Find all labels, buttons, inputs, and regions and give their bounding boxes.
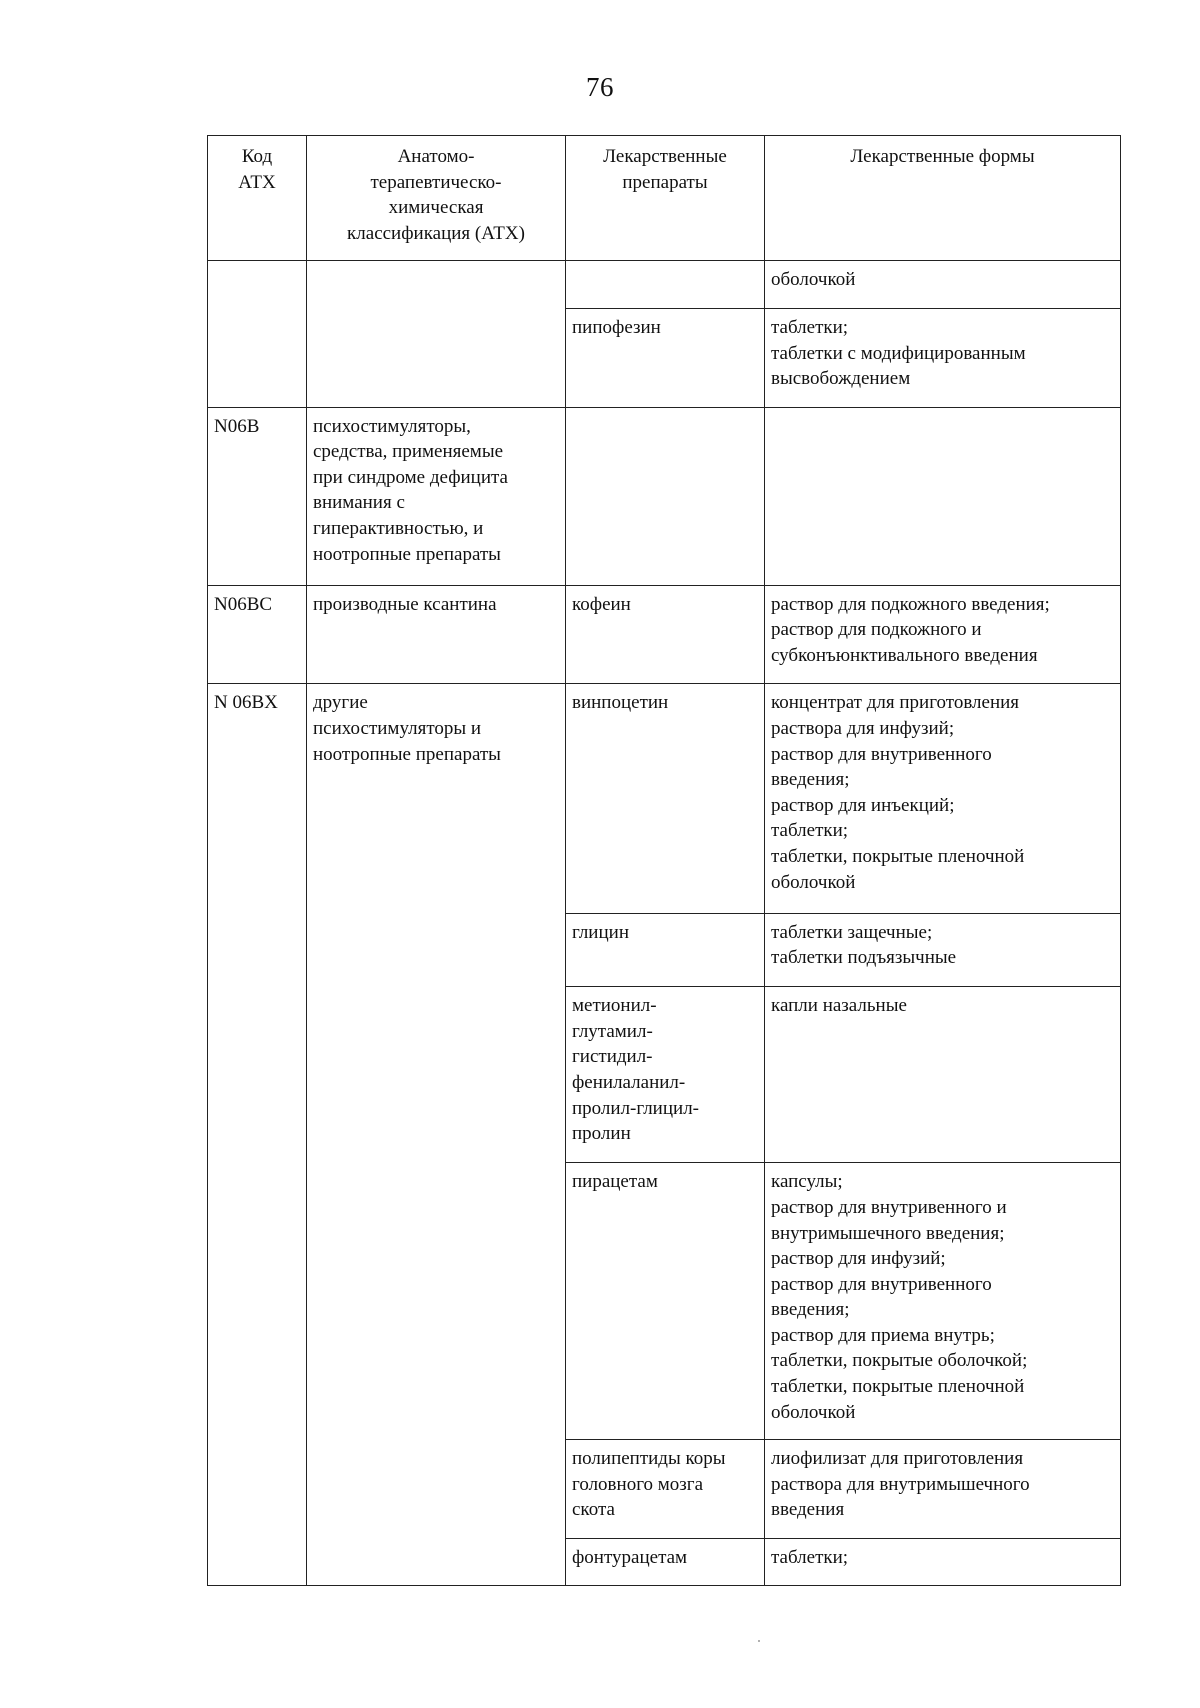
page-number: 76 <box>586 72 614 102</box>
drug-cell: пипофезин <box>566 309 765 408</box>
atc-cell: производные ксантина <box>307 585 566 684</box>
atc-cell <box>307 1440 566 1539</box>
table-row <box>208 260 1121 308</box>
table-row <box>208 987 1121 1163</box>
table-row <box>208 1163 1121 1440</box>
atc-cell <box>307 913 566 986</box>
atc-cell <box>307 1538 566 1585</box>
drug-cell: винпоцетин <box>566 684 765 913</box>
atc-cell: психостимуляторы, средства, применяемые при синдроме дефицита внимания с гиперактивностью, и ноотропные препараты <box>307 407 566 585</box>
atc-cell: другие психостимуляторы и ноотропные препараты <box>307 684 566 913</box>
table-row <box>208 1538 1121 1585</box>
table-row <box>208 309 1121 408</box>
drug-cell <box>566 260 765 308</box>
code-cell: N06B <box>208 407 307 585</box>
forms-cell: капли назальные <box>765 987 1121 1163</box>
drug-cell: пирацетам <box>566 1163 765 1440</box>
table-row <box>208 684 1121 913</box>
atc-cell <box>307 987 566 1163</box>
forms-cell: таблетки защечные; таблетки подъязычные <box>765 913 1121 986</box>
drug-cell: фонтурацетам <box>566 1538 765 1585</box>
drug-cell <box>566 407 765 585</box>
code-cell <box>208 1440 307 1539</box>
table-row <box>208 407 1121 585</box>
forms-cell: лиофилизат для приготовления раствора для внутримышечного введения <box>765 1440 1121 1539</box>
code-cell <box>208 1163 307 1440</box>
forms-cell: капсулы; раствор для внутривенного и внутримышечного введения; раствор для инфузий; раствор для внутривенного введения; раствор для приема внутрь; таблетки, покрытые оболочкой; таблетки, покрытые пленочной оболочкой <box>765 1163 1121 1440</box>
scan-speck <box>758 1640 760 1642</box>
drug-cell: глицин <box>566 913 765 986</box>
forms-cell: концентрат для приготовления раствора для инфузий; раствор для внутривенного введения; раствор для инъекций; таблетки; таблетки, покрытые пленочной оболочкой <box>765 684 1121 913</box>
code-cell <box>208 309 307 408</box>
header-dosage-forms: Лекарственные формы <box>765 136 1121 261</box>
table-row <box>208 1440 1121 1539</box>
atc-drug-table <box>207 135 1121 1586</box>
code-cell <box>208 1538 307 1585</box>
forms-cell <box>765 407 1121 585</box>
header-drugs: Лекарственные препараты <box>566 136 765 261</box>
header-code: Код АТХ <box>208 136 307 261</box>
atc-cell <box>307 1163 566 1440</box>
atc-cell <box>307 309 566 408</box>
table-header-row <box>208 136 1121 261</box>
code-cell: N 06BX <box>208 684 307 913</box>
forms-cell: оболочкой <box>765 260 1121 308</box>
code-cell <box>208 987 307 1163</box>
drug-cell: полипептиды коры головного мозга скота <box>566 1440 765 1539</box>
code-cell: N06BC <box>208 585 307 684</box>
atc-cell <box>307 260 566 308</box>
table-row <box>208 913 1121 986</box>
table-row <box>208 585 1121 684</box>
drug-cell: кофеин <box>566 585 765 684</box>
code-cell <box>208 260 307 308</box>
code-cell <box>208 913 307 986</box>
forms-cell: таблетки; таблетки с модифицированным высвобождением <box>765 309 1121 408</box>
forms-cell: таблетки; <box>765 1538 1121 1585</box>
header-atc-classification: Анатомо- терапевтическо- химическая классификация (АТХ) <box>307 136 566 261</box>
forms-cell: раствор для подкожного введения; раствор для подкожного и субконъюнктивального введения <box>765 585 1121 684</box>
drug-cell: метионил- глутамил- гистидил- фенилаланил- пролил-глицил- пролин <box>566 987 765 1163</box>
